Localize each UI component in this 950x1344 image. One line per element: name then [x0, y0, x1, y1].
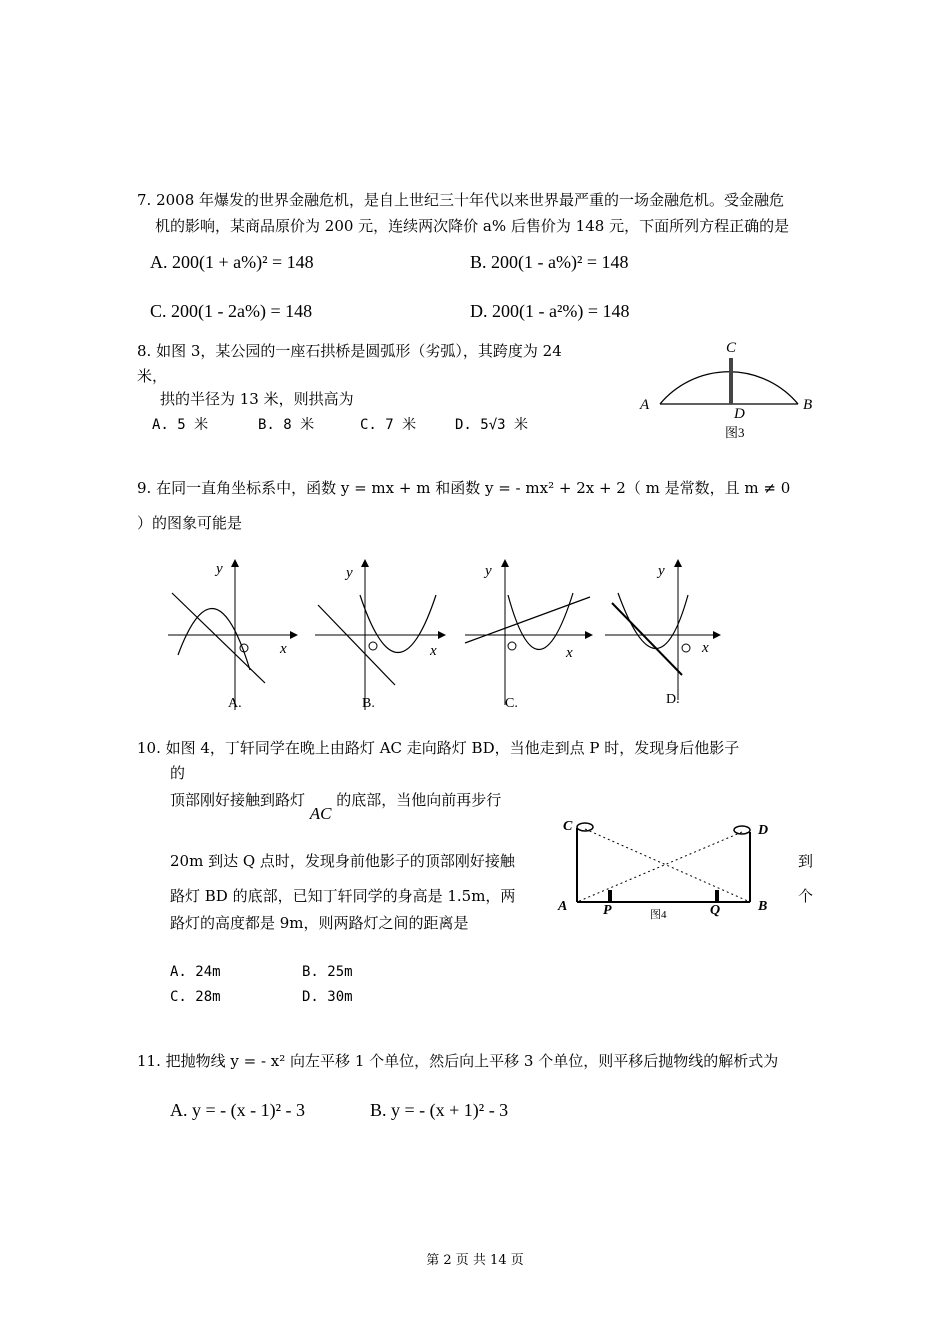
q9-graph-a	[160, 555, 300, 715]
graph-d-y-label: y	[658, 563, 665, 579]
page-footer: 第 2 页 共 14 页	[426, 1253, 524, 1268]
q11-option-b: B. y = - (x + 1)² - 3	[370, 1100, 509, 1120]
fig3-label-a: A	[640, 397, 650, 413]
q8-line1b: 米，	[137, 367, 168, 385]
graph-b-x-label: x	[430, 643, 437, 659]
q7-line2: 机的影响，某商品原价为 200 元，连续两次降价 a% 后售价为 148 元，下面所列方程正确的是	[155, 217, 790, 235]
q9-line2: ）的图象可能是	[137, 514, 243, 532]
q10-option-a: A. 24m	[170, 964, 221, 980]
fig4-label-c: C	[563, 819, 573, 834]
q8-line2: 拱的半径为 13 米，则拱高为	[160, 390, 354, 408]
figure-4-street-lamps	[555, 812, 790, 927]
fig4-label-a: A	[558, 899, 568, 914]
q10-line5: 路灯的高度都是 9m，则两路灯之间的距离是	[170, 914, 469, 932]
q9-graph-c	[460, 555, 600, 715]
q10-line3-end: 到	[798, 852, 814, 870]
fig3-caption: 图3	[725, 425, 745, 440]
fig3-label-b: B	[803, 397, 813, 413]
q9-line1: 9. 在同一直角坐标系中，函数 y = mx + m 和函数 y = - mx² + 2x + 2（ m 是常数，且 m ≠ 0	[137, 479, 791, 497]
q7-option-b: B. 200(1 - a%)² = 148	[470, 252, 629, 272]
graph-c-y-label: y	[485, 563, 492, 579]
q7-option-c: C. 200(1 - 2a%) = 148	[150, 301, 313, 321]
q10-line2-start: 顶部刚好接触到路灯	[170, 791, 310, 809]
graph-d-option-label: D.	[666, 692, 680, 707]
fig4-caption: 图4	[650, 909, 667, 921]
q10-option-b: B. 25m	[302, 964, 353, 980]
fig4-label-b: B	[758, 899, 768, 914]
q10-line4-end: 个	[798, 887, 814, 905]
q7-line1: 7. 2008 年爆发的世界金融危机，是自上世纪三十年代以来世界最严重的一场金融危机。受金融危	[137, 191, 785, 209]
q10-line4: 路灯 BD 的底部，已知丁轩同学的身高是 1.5m，两	[170, 887, 516, 905]
fig4-label-q: Q	[710, 903, 721, 918]
graph-c-x-label: x	[566, 645, 573, 661]
q11-option-a: A. y = - (x - 1)² - 3	[170, 1100, 306, 1120]
q7-option-a: A. 200(1 + a%)² = 148	[150, 252, 314, 272]
q8-option-c: C. 7 米	[360, 417, 417, 433]
q10-option-c: C. 28m	[170, 989, 221, 1005]
graph-d-x-label: x	[702, 640, 709, 656]
q11-line1: 11. 把抛物线 y = - x² 向左平移 1 个单位，然后向上平移 3 个单位，则平移后抛物线的解析式为	[137, 1052, 779, 1070]
q10-option-d: D. 30m	[302, 989, 353, 1005]
q10-line1b: 的	[170, 764, 186, 782]
graph-a-y-label: y	[216, 561, 223, 577]
q10-line2-end: 的底部，当他向前再步行	[331, 791, 502, 809]
q9-graph-b	[310, 555, 450, 715]
q10-line2-ac: AC	[309, 804, 332, 823]
q7-option-d: D. 200(1 - a²%) = 148	[470, 301, 630, 321]
graph-a-x-label: x	[280, 641, 287, 657]
q10-line2	[170, 789, 502, 823]
fig3-label-c: C	[726, 340, 737, 356]
fig4-label-p: P	[603, 903, 612, 918]
q8-line1: 8. 如图 3，某公园的一座石拱桥是圆弧形（劣弧），其跨度为 24	[137, 342, 562, 360]
q9-graph-d	[600, 555, 740, 715]
q8-option-b: B. 8 米	[258, 417, 315, 433]
graph-b-option-label: B.	[362, 696, 375, 711]
q10-line1: 10. 如图 4，丁轩同学在晚上由路灯 AC 走向路灯 BD，当他走到点 P 时，发现身后他影子	[137, 739, 740, 757]
q8-option-d: D. 5√3 米	[455, 417, 529, 433]
graph-b-y-label: y	[346, 565, 353, 581]
q10-line3: 20m 到达 Q 点时，发现身前他影子的顶部刚好接触	[170, 852, 515, 870]
fig4-label-d: D	[758, 823, 769, 838]
figure-3-arch-bridge	[630, 332, 830, 447]
q8-option-a: A. 5 米	[152, 417, 209, 433]
graph-a-option-label: A.	[228, 696, 242, 711]
fig3-label-d: D	[734, 406, 745, 422]
graph-c-option-label: C.	[505, 696, 518, 711]
